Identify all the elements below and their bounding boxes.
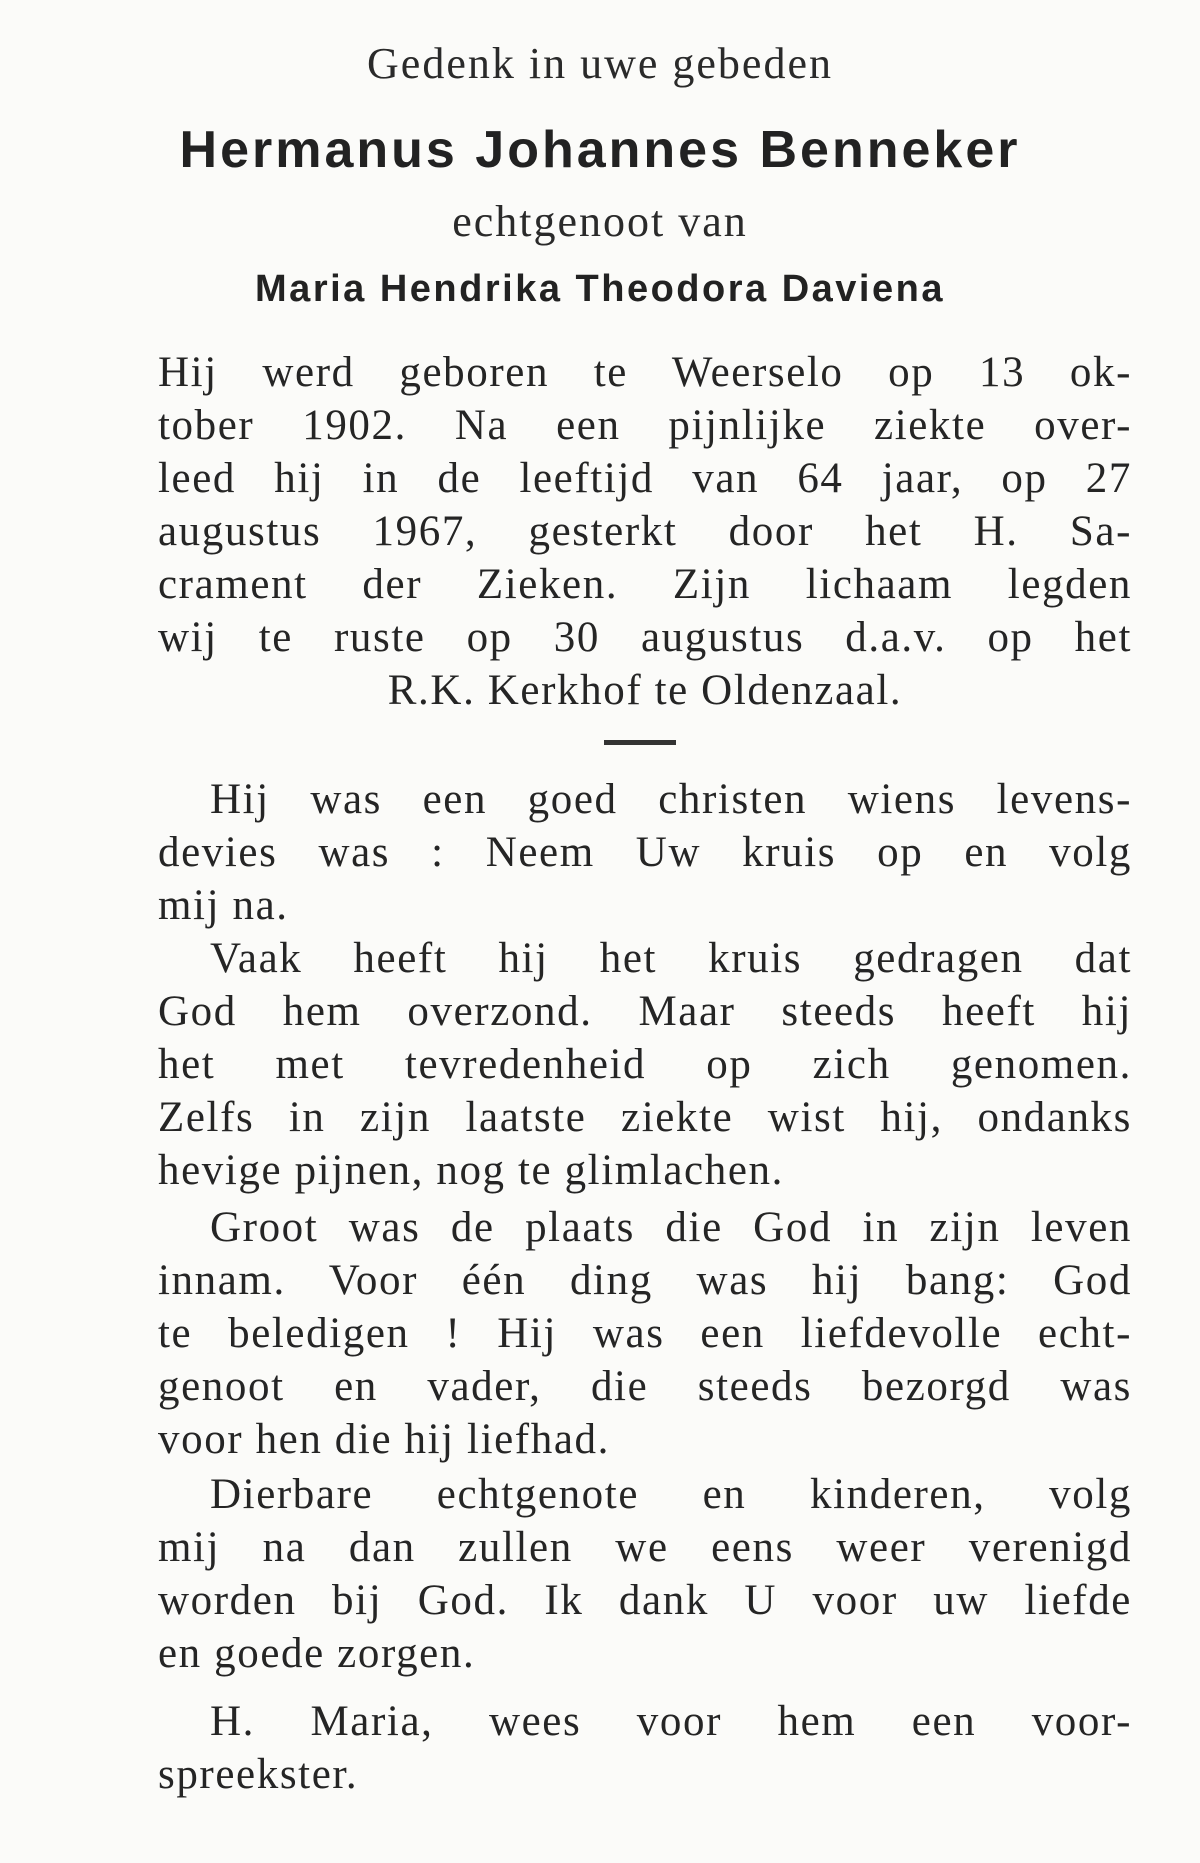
text-line: tober 1902. Na een pijnlijke ziekte over- [158, 402, 1132, 449]
text-line: mij na. [158, 882, 289, 929]
text-line: devies was : Neem Uw kruis op en volg [158, 829, 1132, 876]
deceased-name: Hermanus Johannes Benneker [179, 121, 1021, 179]
biography-paragraph [158, 346, 1132, 717]
text-line: Groot was de plaats die God in zijn leven [210, 1204, 1132, 1251]
text-line: het met tevredenheid op zich genomen. [158, 1041, 1132, 1088]
text-line: voor hen die hij liefhad. [158, 1416, 610, 1463]
paragraph-farewell [158, 1468, 1132, 1680]
text-line: innam. Voor één ding was hij bang: God [158, 1257, 1132, 1304]
spouse-label: echtgenoot van [452, 197, 748, 246]
text-line: crament der Zieken. Zijn lichaam legden [158, 561, 1132, 608]
paragraph-devotion [158, 773, 1132, 932]
spouse-name: Maria Hendrika Theodora Daviena [255, 268, 945, 310]
text-line: augustus 1967, gesterkt door het H. Sa- [158, 508, 1132, 555]
text-line: Hij werd geboren te Weerselo op 13 ok- [158, 349, 1132, 396]
text-line: Vaak heeft hij het kruis gedragen dat [210, 935, 1132, 982]
text-line: worden bij God. Ik dank U voor uw liefde [158, 1577, 1132, 1624]
text-line: en goede zorgen. [158, 1630, 476, 1677]
text-line: genoot en vader, die steeds bezorgd was [158, 1363, 1132, 1410]
text-line: leed hij in de leeftijd van 64 jaar, op 27 [158, 455, 1132, 502]
text-line: hevige pijnen, nog te glimlachen. [158, 1147, 784, 1194]
text-line: H. Maria, wees voor hem een voor- [210, 1698, 1132, 1745]
text-line: R.K. Kerkhof te Oldenzaal. [387, 667, 903, 714]
section-divider [604, 740, 676, 745]
text-line: te beledigen ! Hij was een liefdevolle echt- [158, 1310, 1132, 1357]
text-line: Zelfs in zijn laatste ziekte wist hij, ondanks [158, 1094, 1132, 1141]
paragraph-faith [158, 1201, 1132, 1466]
paragraph-cross [158, 932, 1132, 1197]
text-line: spreekster. [158, 1751, 359, 1798]
text-line: mij na dan zullen we eens weer verenigd [158, 1524, 1132, 1571]
text-line: wij te ruste op 30 augustus d.a.v. op het [158, 614, 1132, 661]
text-line: Hij was een goed christen wiens levens- [210, 776, 1132, 823]
paragraph-prayer [158, 1695, 1132, 1801]
text-line: Dierbare echtgenote en kinderen, volg [210, 1471, 1132, 1518]
intro-line: Gedenk in uwe gebeden [367, 39, 833, 88]
text-line: God hem overzond. Maar steeds heeft hij [158, 988, 1132, 1035]
